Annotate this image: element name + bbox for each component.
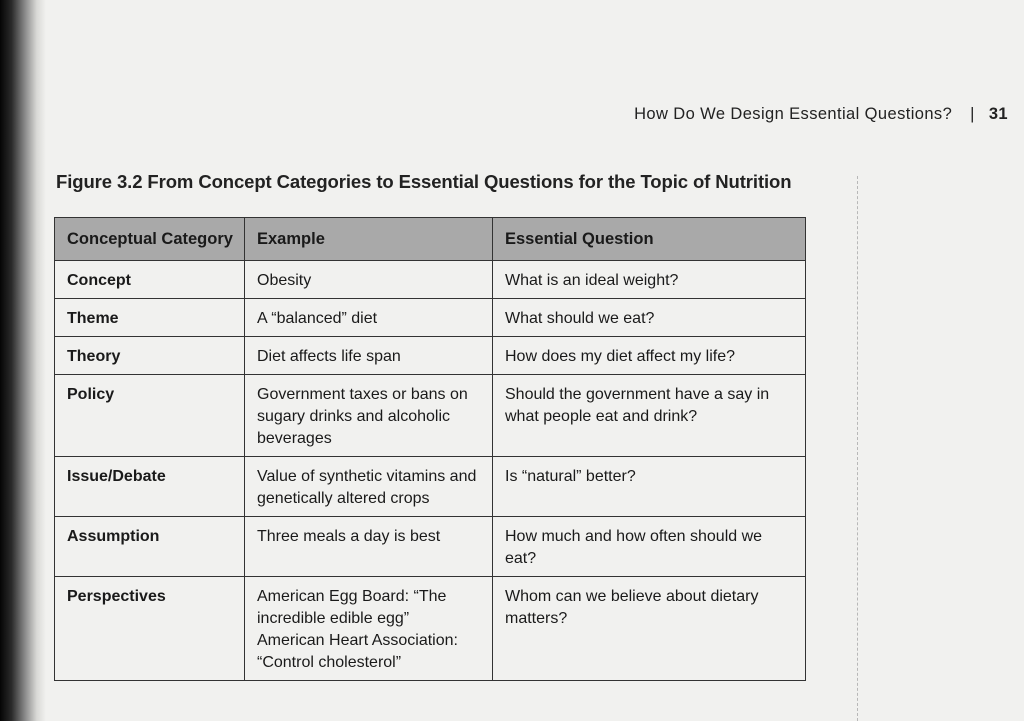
example-line: Three meals a day is best [257,528,441,545]
question-cell [493,261,806,299]
question-cell [493,457,806,517]
example-cell [245,517,493,577]
example-cell [245,337,493,375]
category-cell: Theme [55,299,245,337]
example-line: American Egg Board: “The [257,588,447,605]
question-line: What is an ideal weight? [505,272,679,289]
example-cell [245,577,493,681]
figure-title: Figure 3.2 From Concept Categories to Essential Questions for the Topic of Nutrition [56,171,792,192]
example-line: Value of synthetic vitamins and [257,468,477,485]
running-head-separator: | [970,105,975,123]
book-spine-shadow [0,0,46,721]
table-header-row [55,218,806,261]
example-line: Obesity [257,272,312,289]
example-line: sugary drinks and alcoholic [257,408,450,425]
running-head-title: How Do We Design Essential Questions? [634,105,953,123]
category-cell: Theory [55,337,245,375]
question-cell [493,577,806,681]
table-row [55,517,806,577]
example-line: genetically altered crops [257,490,430,507]
question-line: Whom can we believe about dietary [505,588,759,605]
question-line: How does my diet affect my life? [505,348,736,365]
page-number: 31 [988,105,1008,123]
example-cell [245,375,493,457]
question-line: What should we eat? [505,310,655,327]
category-cell: Issue/Debate [55,457,245,517]
page-margin-rule [857,176,858,721]
question-cell [493,375,806,457]
example-cell [245,261,493,299]
question-line: what people eat and drink? [505,408,698,425]
table-row [55,375,806,457]
example-line: Diet affects life span [257,348,401,365]
example-line: incredible edible egg” [257,610,410,627]
question-cell [493,299,806,337]
running-head [634,105,1008,124]
category-cell: Assumption [55,517,245,577]
table-row [55,577,806,681]
question-line: matters? [505,610,568,627]
category-cell: Policy [55,375,245,457]
header-conceptual-category: Conceptual Category [55,218,245,261]
question-line: How much and how often should we eat? [505,528,763,567]
category-cell: Perspectives [55,577,245,681]
example-line: “Control cholesterol” [257,654,402,671]
example-cell [245,299,493,337]
example-line: A “balanced” diet [257,310,378,327]
header-essential-question: Essential Question [493,218,806,261]
question-line: Is “natural” better? [505,468,636,485]
table-row [55,261,806,299]
table-row [55,299,806,337]
category-cell: Concept [55,261,245,299]
example-line: beverages [257,430,332,447]
table-row [55,457,806,517]
question-line: Should the government have a say in [505,386,770,403]
table-row [55,337,806,375]
concept-question-table [54,217,806,681]
example-line: American Heart Association: [257,632,458,649]
header-example: Example [245,218,493,261]
question-cell [493,517,806,577]
example-line: Government taxes or bans on [257,386,468,403]
example-cell [245,457,493,517]
question-cell [493,337,806,375]
